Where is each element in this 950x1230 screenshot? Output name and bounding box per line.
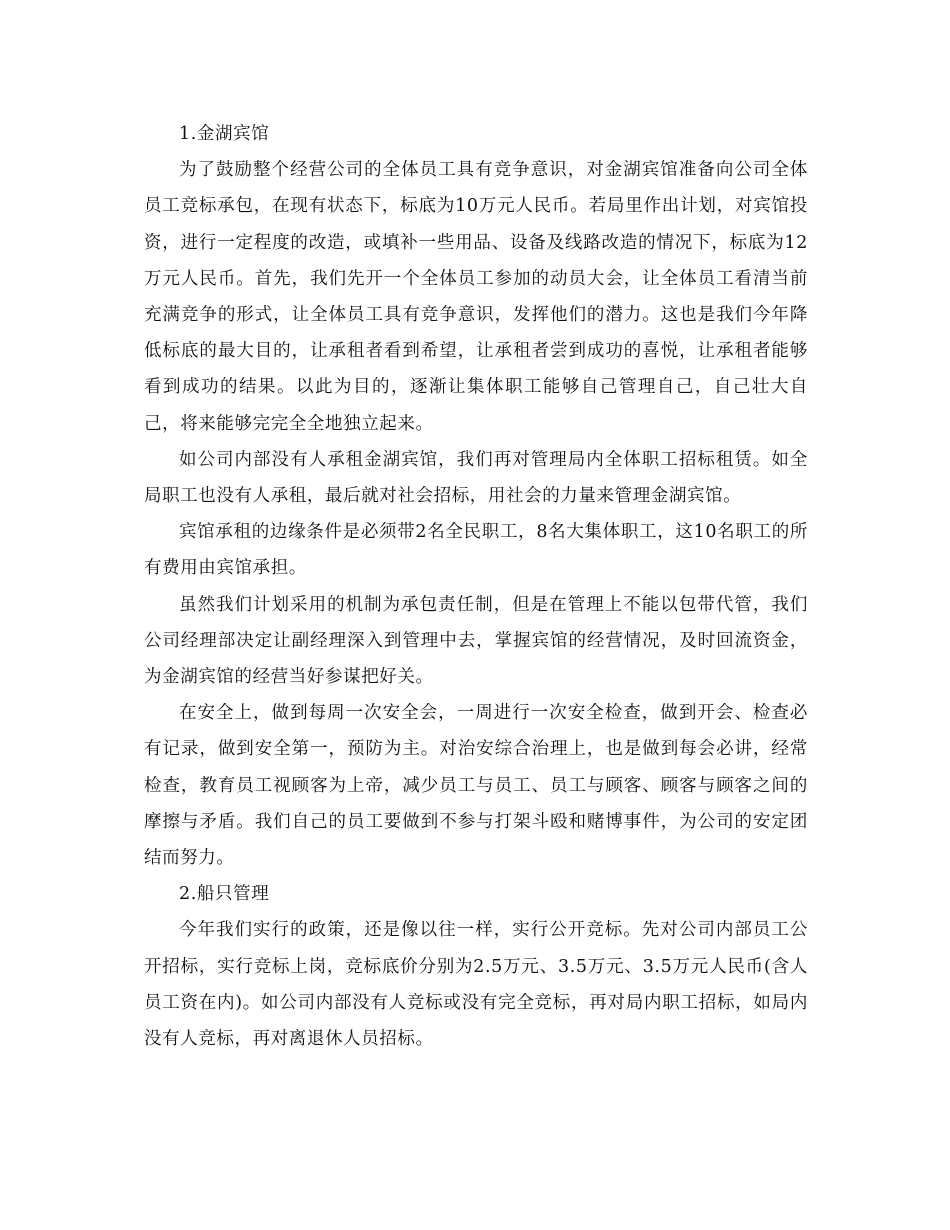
paragraph-hotel-lease: 如公司内部没有人承租金湖宾馆，我们再对管理局内全体职工招标租赁。如全局职工也没有人承租，最后就对社会招标，用社会的力量来管理金湖宾馆。 <box>144 449 808 507</box>
document-body <box>144 116 808 1057</box>
section-heading-ships: 2.船只管理 <box>179 884 270 905</box>
paragraph-hotel-safety: 在安全上，做到每周一次安全会，一周进行一次安全检查，做到开会、检查必有记录，做到安全第一，预防为主。对治安综合治理上，也是做到每会必讲，经常检查，教育员工视顾客为上帝，减少员工与员工、员工与顾客、顾客与顾客之间的摩擦与矛盾。我们自己的员工要做到不参与打架斗殴和赌博事件，为公司的安定团结而努力。 <box>144 703 808 869</box>
paragraph-hotel-management: 虽然我们计划采用的机制为承包责任制，但是在管理上不能以包带代管，我们公司经理部决定让副经理深入到管理中去，掌握宾馆的经营情况，及时回流资金，为金湖宾馆的经营当好参谋把好关。 <box>144 594 808 688</box>
paragraph-hotel-conditions: 宾馆承租的边缘条件是必须带2名全民职工，8名大集体职工，这10名职工的所有费用由宾馆承担。 <box>144 522 808 579</box>
paragraph-ships-bidding: 今年我们实行的政策，还是像以往一样，实行公开竞标。先对公司内部员工公开招标，实行竞标上岗，竞标底价分别为2.5万元、3.5万元、3.5万元人民币(含人员工资在内)。如公司内部没有人竞标或没有完全竞标，再对局内职工招标，如局内没有人竞标，再对离退休人员招标。 <box>144 920 808 1050</box>
paragraph-hotel-bidding: 为了鼓励整个经营公司的全体员工具有竞争意识，对金湖宾馆准备向公司全体员工竞标承包，在现有状态下，标底为10万元人民币。若局里作出计划，对宾馆投资，进行一定程度的改造，或填补一些用品、设备及线路改造的情况下，标底为12万元人民币。首先，我们先开一个全体员工参加的动员大会，让全体员工看清当前充满竞争的形式，让全体员工具有竞争意识，发挥他们的潜力。这也是我们今年降低标底的最大目的，让承租者看到希望，让承租者尝到成功的喜悦，让承租者能够看到成功的结果。以此为目的，逐渐让集体职工能够自己管理自己，自己壮大自己，将来能够完完全全地独立起来。 <box>144 160 808 434</box>
section-heading-hotel: 1.金湖宾馆 <box>179 124 270 144</box>
